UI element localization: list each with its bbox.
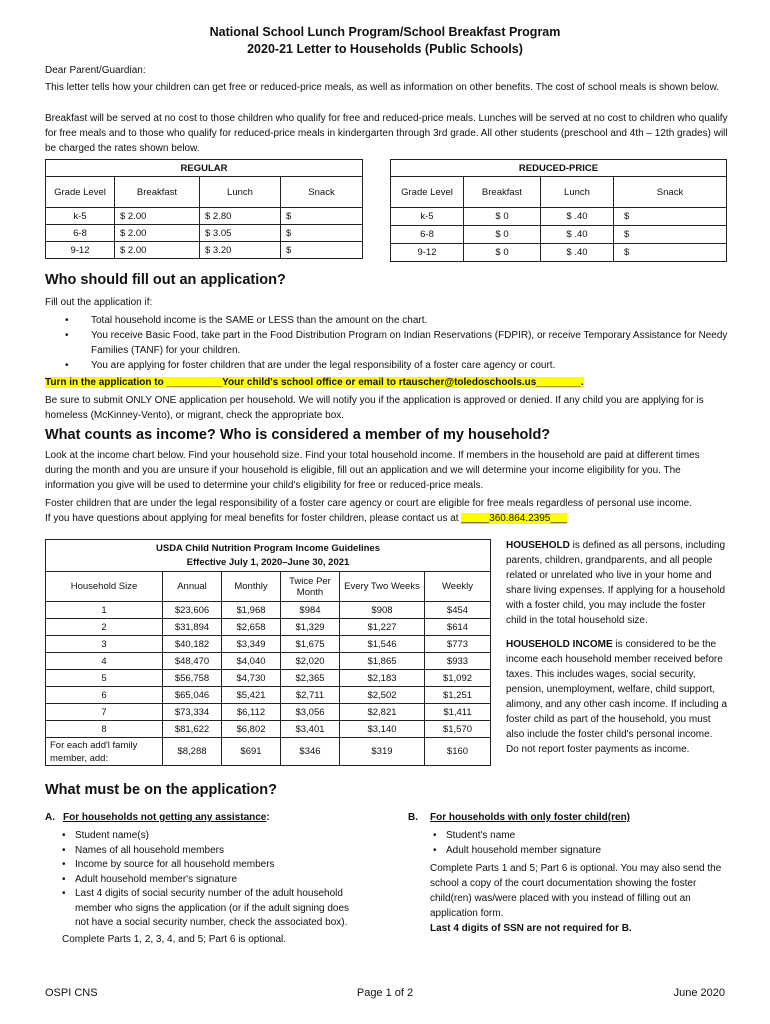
section-a-item: • Last 4 digits of social security number of the adult household member who signs the application (or if the adult signing does not have a social security number, check the associated box). [62, 887, 362, 931]
guidelines-row [46, 602, 491, 619]
footer-date: June 2020 [673, 987, 725, 999]
section-b-label: B. [408, 812, 418, 823]
regular-header-breakfast: Breakfast [115, 177, 200, 208]
reduced-cell: 6-8 [391, 226, 464, 244]
guidelines-value-cell: $1,251 [425, 687, 491, 704]
guidelines-value-cell: $691 [222, 738, 281, 766]
reduced-cell: $ 0 [464, 244, 541, 262]
guidelines-size-cell: 1 [46, 602, 163, 619]
section-b-item: • Adult household member signature [433, 844, 723, 859]
guidelines-value-cell: $346 [281, 738, 340, 766]
turn-in-suffix: . [580, 377, 584, 388]
regular-header-grade: Grade Level [46, 177, 115, 208]
guidelines-row [46, 653, 491, 670]
guidelines-value-cell: $614 [425, 619, 491, 636]
reduced-cell: $ 0 [464, 226, 541, 244]
guidelines-value-cell: $81,622 [163, 721, 222, 738]
guidelines-header-weekly: Weekly [425, 572, 491, 602]
reduced-cell: k-5 [391, 208, 464, 226]
household-income-term: HOUSEHOLD INCOME [506, 639, 613, 650]
guidelines-row [46, 619, 491, 636]
guidelines-value-cell: $319 [340, 738, 425, 766]
guidelines-value-cell: $23,606 [163, 602, 222, 619]
section-a-title-line [63, 812, 270, 823]
household-term: HOUSEHOLD [506, 540, 570, 551]
section-a-label: A. [45, 812, 55, 823]
guidelines-body [46, 602, 491, 766]
who-bullet: • You receive Basic Food, take part in the Food Distribution Program on Indian Reservations (FDPIR), or receive Temporary Assistance for Needy Families (TANF) for your children. [65, 328, 730, 358]
single-application-note: Be sure to submit ONLY ONE application per household. We will notify you if the application is approved or denied. If any child you are applying for is homeless (McKinney-Vento), or migrant, check the appropriate box. [45, 395, 704, 421]
section-a-list [62, 829, 362, 931]
reduced-cell: $ .40 [541, 244, 614, 262]
guidelines-value-cell: $40,182 [163, 636, 222, 653]
section-b-text: Complete Parts 1 and 5; Part 6 is optional. You may also send the school a copy of the court documentation showing the foster child(ren) was/were placed with you instead of filling out an application form. [430, 863, 722, 919]
guidelines-value-cell: $3,349 [222, 636, 281, 653]
regular-table-title: REGULAR [46, 160, 363, 177]
guidelines-value-cell: $2,183 [340, 670, 425, 687]
guidelines-size-cell: 6 [46, 687, 163, 704]
guidelines-value-cell: $454 [425, 602, 491, 619]
guidelines-header-twice: Twice Per Month [281, 572, 340, 602]
who-lead: Fill out the application if: [45, 297, 153, 308]
regular-cell: 9-12 [46, 242, 115, 259]
reduced-header-snack: Snack [614, 177, 727, 208]
guidelines-size-cell: 7 [46, 704, 163, 721]
guidelines-value-cell: $1,092 [425, 670, 491, 687]
regular-cell: $ 2.80 [200, 208, 281, 225]
salutation: Dear Parent/Guardian: [45, 65, 146, 76]
regular-cell: $ [281, 208, 363, 225]
reduced-cell: $ 0 [464, 208, 541, 226]
guidelines-row [46, 704, 491, 721]
section-a-colon: : [266, 812, 270, 823]
guidelines-value-cell: $3,401 [281, 721, 340, 738]
guidelines-value-cell: $1,411 [425, 704, 491, 721]
household-definition [506, 538, 728, 628]
turn-in-line [45, 375, 730, 390]
guidelines-value-cell: $1,570 [425, 721, 491, 738]
guidelines-value-cell: $4,730 [222, 670, 281, 687]
guidelines-value-cell: $1,675 [281, 636, 340, 653]
regular-cell: $ 2.00 [115, 225, 200, 242]
foster-paragraph-line-1: Foster children that are under the legal responsibility of a foster care agency or court are eligible for free meals regardless of personal use income. [45, 498, 693, 509]
guidelines-title-line-2: Effective July 1, 2020–June 30, 2021 [186, 556, 350, 568]
guidelines-header-monthly: Monthly [222, 572, 281, 602]
regular-cell: $ [281, 225, 363, 242]
guidelines-value-cell: $48,470 [163, 653, 222, 670]
guidelines-value-cell: $773 [425, 636, 491, 653]
guidelines-size-cell: 8 [46, 721, 163, 738]
household-income-definition [506, 637, 728, 757]
foster-paragraph-line-2 [45, 511, 730, 526]
guidelines-header-annual: Annual [163, 572, 222, 602]
guidelines-value-cell: $2,821 [340, 704, 425, 721]
regular-cell: k-5 [46, 208, 115, 225]
section-a-item: • Student name(s) [62, 829, 362, 844]
turn-in-prefix: Turn in the application to [45, 377, 167, 388]
contact-phone: _____360.864.2395___ [461, 513, 568, 524]
guidelines-value-cell: $3,140 [340, 721, 425, 738]
intro-paragraph-1: This letter tells how your children can get free or reduced-price meals, as well as information on other benefits. The cost of school meals is shown below. [45, 82, 720, 93]
guidelines-value-cell: $933 [425, 653, 491, 670]
reduced-header-lunch: Lunch [541, 177, 614, 208]
guidelines-size-cell: 5 [46, 670, 163, 687]
guidelines-value-cell: $1,329 [281, 619, 340, 636]
who-bullet-list [65, 313, 730, 373]
guidelines-value-cell: $73,334 [163, 704, 222, 721]
section-a-item: • Adult household member's signature [62, 873, 362, 888]
reduced-cell: $ [614, 208, 727, 226]
guidelines-row [46, 687, 491, 704]
reduced-cell: $ [614, 244, 727, 262]
guidelines-row [46, 636, 491, 653]
guidelines-size-cell: 2 [46, 619, 163, 636]
guidelines-title [46, 540, 491, 572]
household-income-text: is considered to be the income each household member received before taxes. This includes wages, social security, pension, unemployment, welfare, child support, alimony, and any other cash income. If including a foster child as part of the household, you must also include the foster child's personal income. Do not report foster payments as income. [506, 639, 728, 755]
guidelines-header-biweekly: Every Two Weeks [340, 572, 425, 602]
guidelines-value-cell: $8,288 [163, 738, 222, 766]
turn-in-value: __________Your child's school office or email to rtauscher@toledoschools.us________ [166, 377, 581, 388]
guidelines-value-cell: $2,502 [340, 687, 425, 704]
foster-contact-text: If you have questions about applying for meal benefits for foster children, please contact us at [45, 513, 462, 524]
guidelines-value-cell: $2,658 [222, 619, 281, 636]
guidelines-value-cell: $2,020 [281, 653, 340, 670]
guidelines-value-cell: $1,865 [340, 653, 425, 670]
guidelines-value-cell: $160 [425, 738, 491, 766]
regular-header-lunch: Lunch [200, 177, 281, 208]
section-b-item: • Student's name [433, 829, 723, 844]
section-b-title: For households with only foster child(ren) [430, 812, 631, 823]
guidelines-value-cell: $6,112 [222, 704, 281, 721]
footer-page-number: Page 1 of 2 [356, 987, 414, 999]
regular-cell: $ 2.00 [115, 208, 200, 225]
guidelines-value-cell: $984 [281, 602, 340, 619]
guidelines-value-cell: $1,546 [340, 636, 425, 653]
footer-org: OSPI CNS [45, 987, 98, 999]
guidelines-size-cell: 3 [46, 636, 163, 653]
reduced-table-title: REDUCED-PRICE [391, 160, 727, 177]
intro-paragraph-2: Breakfast will be served at no cost to those children who qualify for free and reduced-price meals. Lunches will be served at no cost to children who qualify for free meals and to those who qualify for reduced-price meals in kindergarten through 3rd grade. All other students (preschool and 4th – 12th grades) will be charged the rates shown below. [45, 113, 728, 154]
guidelines-value-cell: $31,894 [163, 619, 222, 636]
reduced-cell: 9-12 [391, 244, 464, 262]
section-a-item: • Names of all household members [62, 844, 362, 859]
must-heading: What must be on the application? [45, 782, 277, 798]
reduced-cell: $ .40 [541, 208, 614, 226]
guidelines-value-cell: $1,227 [340, 619, 425, 636]
section-b-note: Last 4 digits of SSN are not required for B. [430, 923, 632, 934]
guidelines-row [46, 721, 491, 738]
title-line-2: 2020-21 Letter to Households (Public Schools) [247, 42, 523, 56]
regular-cell: $ 2.00 [115, 242, 200, 259]
reduced-cell: $ .40 [541, 226, 614, 244]
guidelines-header-size: Household Size [46, 572, 163, 602]
guidelines-size-cell: For each add'l family member, add: [46, 738, 163, 766]
regular-header-snack: Snack [281, 177, 363, 208]
regular-cell: $ 3.05 [200, 225, 281, 242]
section-b-list [433, 829, 723, 858]
guidelines-value-cell: $1,968 [222, 602, 281, 619]
guidelines-value-cell: $2,711 [281, 687, 340, 704]
income-guidelines-table [45, 539, 491, 766]
regular-cell: 6-8 [46, 225, 115, 242]
guidelines-title-line-1: USDA Child Nutrition Program Income Guidelines [156, 542, 380, 554]
reduced-price-table [390, 159, 727, 262]
section-a-item: • Income by source for all household members [62, 858, 362, 873]
who-bullet: • Total household income is the SAME or LESS than the amount on the chart. [65, 313, 730, 328]
guidelines-value-cell: $5,421 [222, 687, 281, 704]
guidelines-value-cell: $6,802 [222, 721, 281, 738]
guidelines-value-cell: $65,046 [163, 687, 222, 704]
household-text: is defined as all persons, including parents, children, grandparents, and all people related or unrelated who live in your home and share living expenses. If applying for a household with a foster child, you may include the foster child in the total household size. [506, 540, 726, 626]
title-line-1: National School Lunch Program/School Breakfast Program [209, 25, 561, 39]
guidelines-row [46, 738, 491, 766]
section-a-complete: Complete Parts 1, 2, 3, 4, and 5; Part 6 is optional. [62, 934, 287, 945]
regular-price-table [45, 159, 363, 259]
guidelines-value-cell: $908 [340, 602, 425, 619]
who-heading: Who should fill out an application? [45, 272, 286, 288]
reduced-header-grade: Grade Level [391, 177, 464, 208]
guidelines-value-cell: $4,040 [222, 653, 281, 670]
regular-cell: $ 3.20 [200, 242, 281, 259]
guidelines-value-cell: $2,365 [281, 670, 340, 687]
income-heading: What counts as income? Who is considered a member of my household? [45, 427, 551, 443]
reduced-cell: $ [614, 226, 727, 244]
section-a-title: For households not getting any assistance [63, 812, 267, 823]
guidelines-row [46, 670, 491, 687]
regular-cell: $ [281, 242, 363, 259]
guidelines-value-cell: $3,056 [281, 704, 340, 721]
who-bullet: • You are applying for foster children that are under the legal responsibility of a foster care agency or court. [65, 358, 730, 373]
guidelines-size-cell: 4 [46, 653, 163, 670]
income-paragraph-1: Look at the income chart below. Find your household size. Find your total household income. If members in the household are paid at different times during the month and you are unsure if your household is eligible, fill out an application and we will determine your income eligibility for you. The information you give will be used to determine your child's eligibility for free or reduced-price meals. [45, 450, 700, 491]
reduced-header-breakfast: Breakfast [464, 177, 541, 208]
guidelines-value-cell: $56,758 [163, 670, 222, 687]
